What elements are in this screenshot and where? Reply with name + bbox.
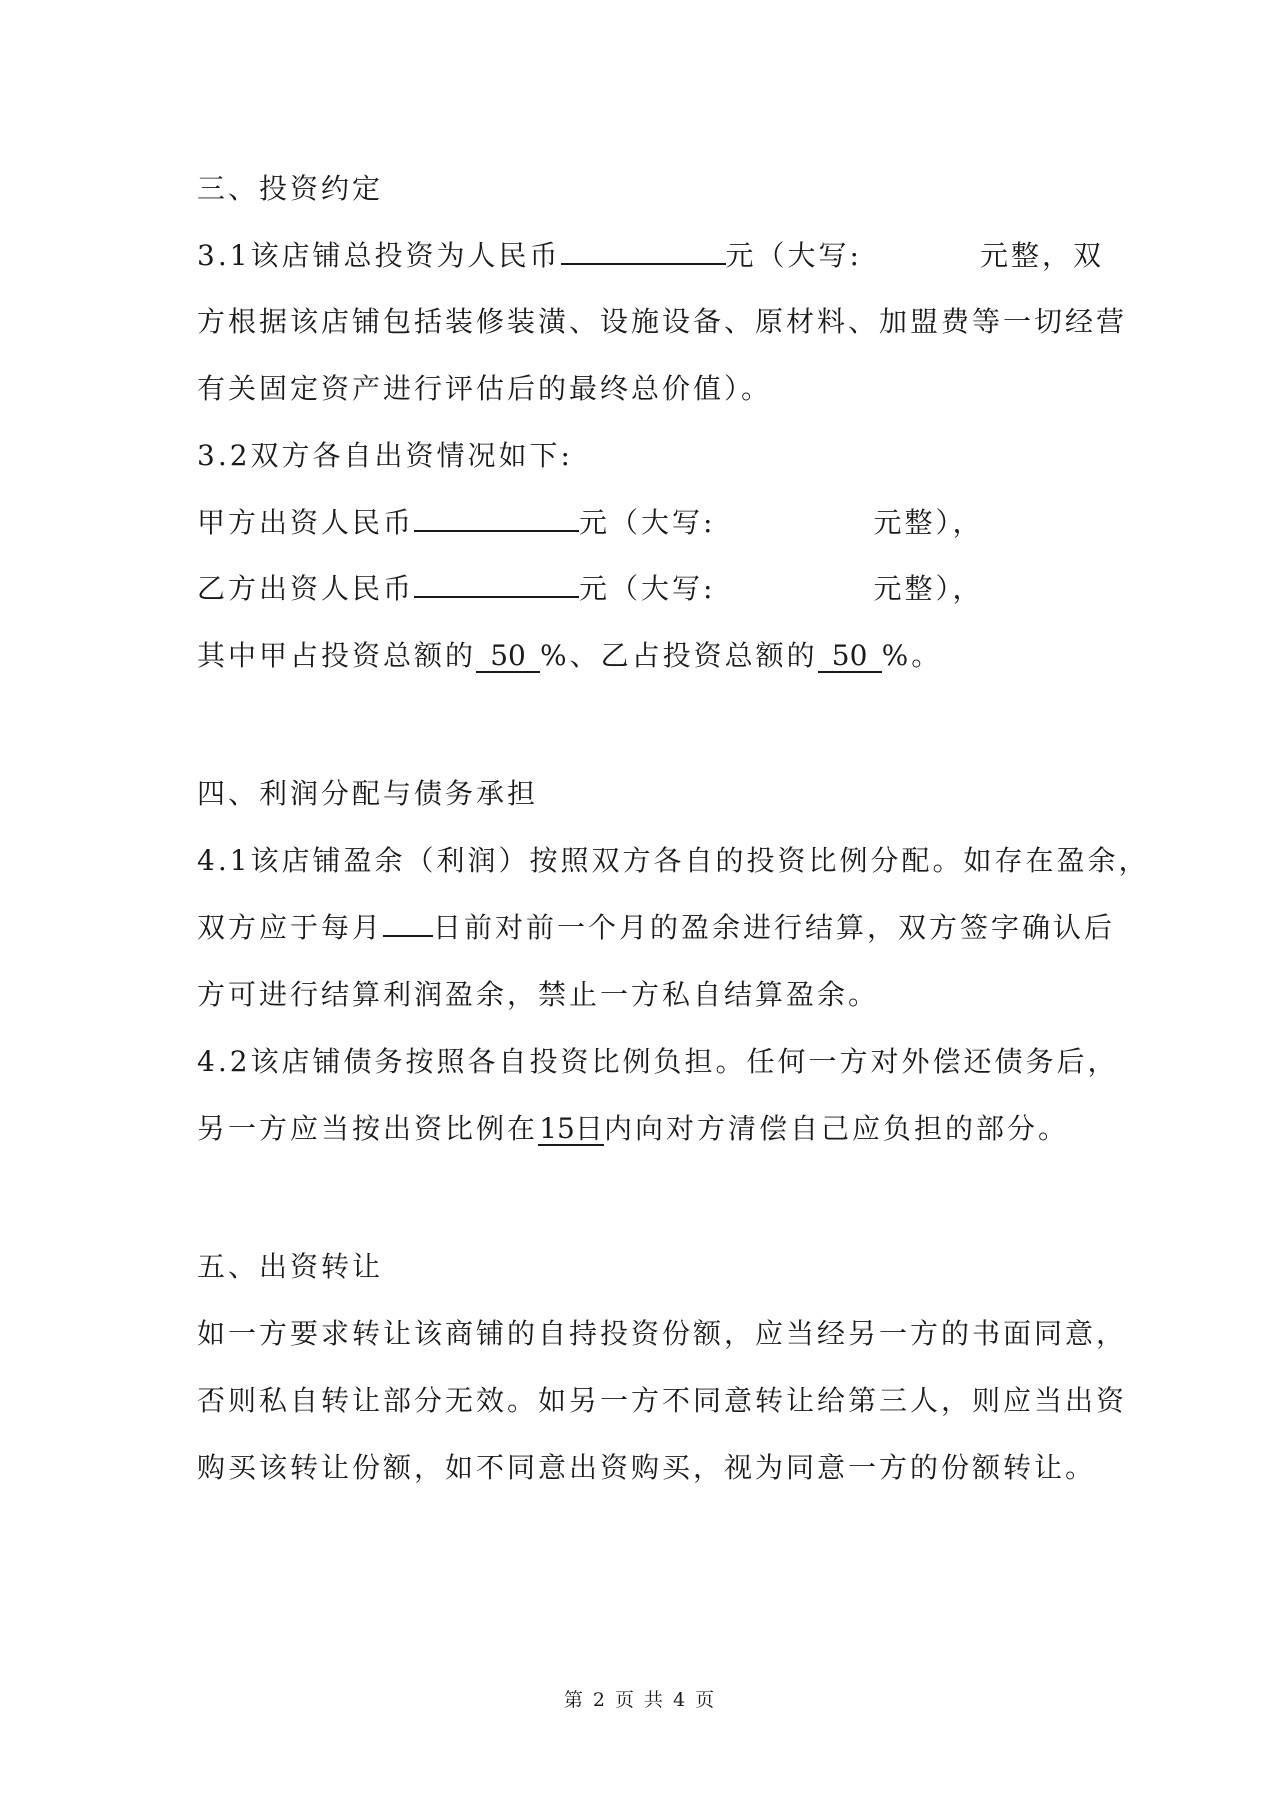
party-a-amount-mid: 元（大写: [579,506,716,539]
section-5-line-1-text: 如一方要求转让该商铺的自持投资份额，应当经另一方的书面同意， [197,1317,1128,1350]
ratio-mid: %、乙占投资总额的 [540,639,818,672]
clause-3-1-line-1 [197,236,1104,276]
settlement-day-blank[interactable] [383,935,433,937]
clause-4-2-line-2-suffix: 内向对方清偿自己应负担的部分。 [604,1112,1070,1145]
clause-3-1-line-2-text: 方根据该店铺包括装修装潢、设施设备、原材料、加盟费等一切经营 [197,305,1128,338]
section-5-heading-text: 五、出资转让 [197,1250,384,1283]
clause-4-1-line-2 [197,908,1116,948]
party-a-amount-end: 元整）， [873,506,984,539]
section-5-line-2-text: 否则私自转让部分无效。如另一方不同意转让给第三人，则应当出资 [197,1384,1128,1417]
clause-4-2-line-1-text: 4.2该店铺债务按照各自投资比例负担。任何一方对外偿还债务后， [197,1045,1119,1078]
clause-3-1-line-3-text: 有关固定资产进行评估后的最终总价值）。 [197,372,773,405]
ratio-prefix: 其中甲占投资总额的 [197,639,477,672]
clause-3-1-prefix: 3.1该店铺总投资为人民币 [197,239,561,272]
clause-4-1-line-2-prefix: 双方应于每月 [197,911,384,944]
section-5-line-2 [197,1381,1128,1421]
clause-4-1-line-1-text: 4.1该店铺盈余（利润）按照双方各自的投资比例分配。如存在盈余， [197,844,1150,877]
section-5-heading [197,1247,1097,1287]
party-b-amount-end: 元整）， [873,572,984,605]
party-a-investment-line [197,503,1097,543]
ratio-end: %。 [881,639,943,672]
clause-4-2-line-2-prefix: 另一方应当按出资比例在 [197,1112,539,1145]
party-a-amount-blank[interactable] [414,530,579,532]
clause-3-1-line-2 [197,302,1128,342]
section-3-heading [197,169,1097,209]
party-b-amount-blank[interactable] [414,596,579,598]
section-5-line-1 [197,1314,1128,1354]
investment-ratio-line [197,636,1097,676]
clause-3-2-line-1 [197,436,1097,476]
party-b-amount-mid: 元（大写: [579,572,716,605]
section-5-line-3-text: 购买该转让份额，如不同意出资购买，视为同意一方的份额转让。 [197,1451,1097,1484]
clause-4-2-line-2 [197,1109,1097,1149]
section-4-heading-text: 四、利润分配与债务承担 [197,777,539,810]
clause-3-2-text: 3.2双方各自出资情况如下: [197,439,573,472]
clause-3-1-suffix-a: 元（大写: [725,239,862,272]
clause-4-2-line-1 [197,1042,1119,1082]
repayment-days[interactable]: 15日 [539,1112,603,1145]
clause-4-1-line-3 [197,975,1097,1015]
clause-4-1-line-3-text: 方可进行结算利润盈余，禁止一方私自结算盈余。 [197,978,880,1011]
clause-3-1-line-3 [197,369,1097,409]
clause-4-1-line-1 [197,841,1150,881]
clause-4-1-line-2-suffix: 日前对前一个月的盈余进行结算，双方签字确认后 [433,911,1116,944]
clause-3-1-suffix-b: 元整，双 [979,239,1104,272]
party-a-prefix: 甲方出资人民币 [197,506,415,539]
total-investment-blank[interactable] [561,263,726,265]
party-b-investment-line [197,569,1097,609]
section-5-line-3 [197,1448,1097,1488]
party-b-ratio[interactable]: 50 [818,641,882,673]
section-4-heading [197,774,1097,814]
section-3-heading-text: 三、投资约定 [197,172,384,205]
party-a-ratio[interactable]: 50 [476,641,540,673]
page-number-footer: 第 2 页 共 4 页 [563,1689,717,1711]
party-b-prefix: 乙方出资人民币 [197,572,415,605]
